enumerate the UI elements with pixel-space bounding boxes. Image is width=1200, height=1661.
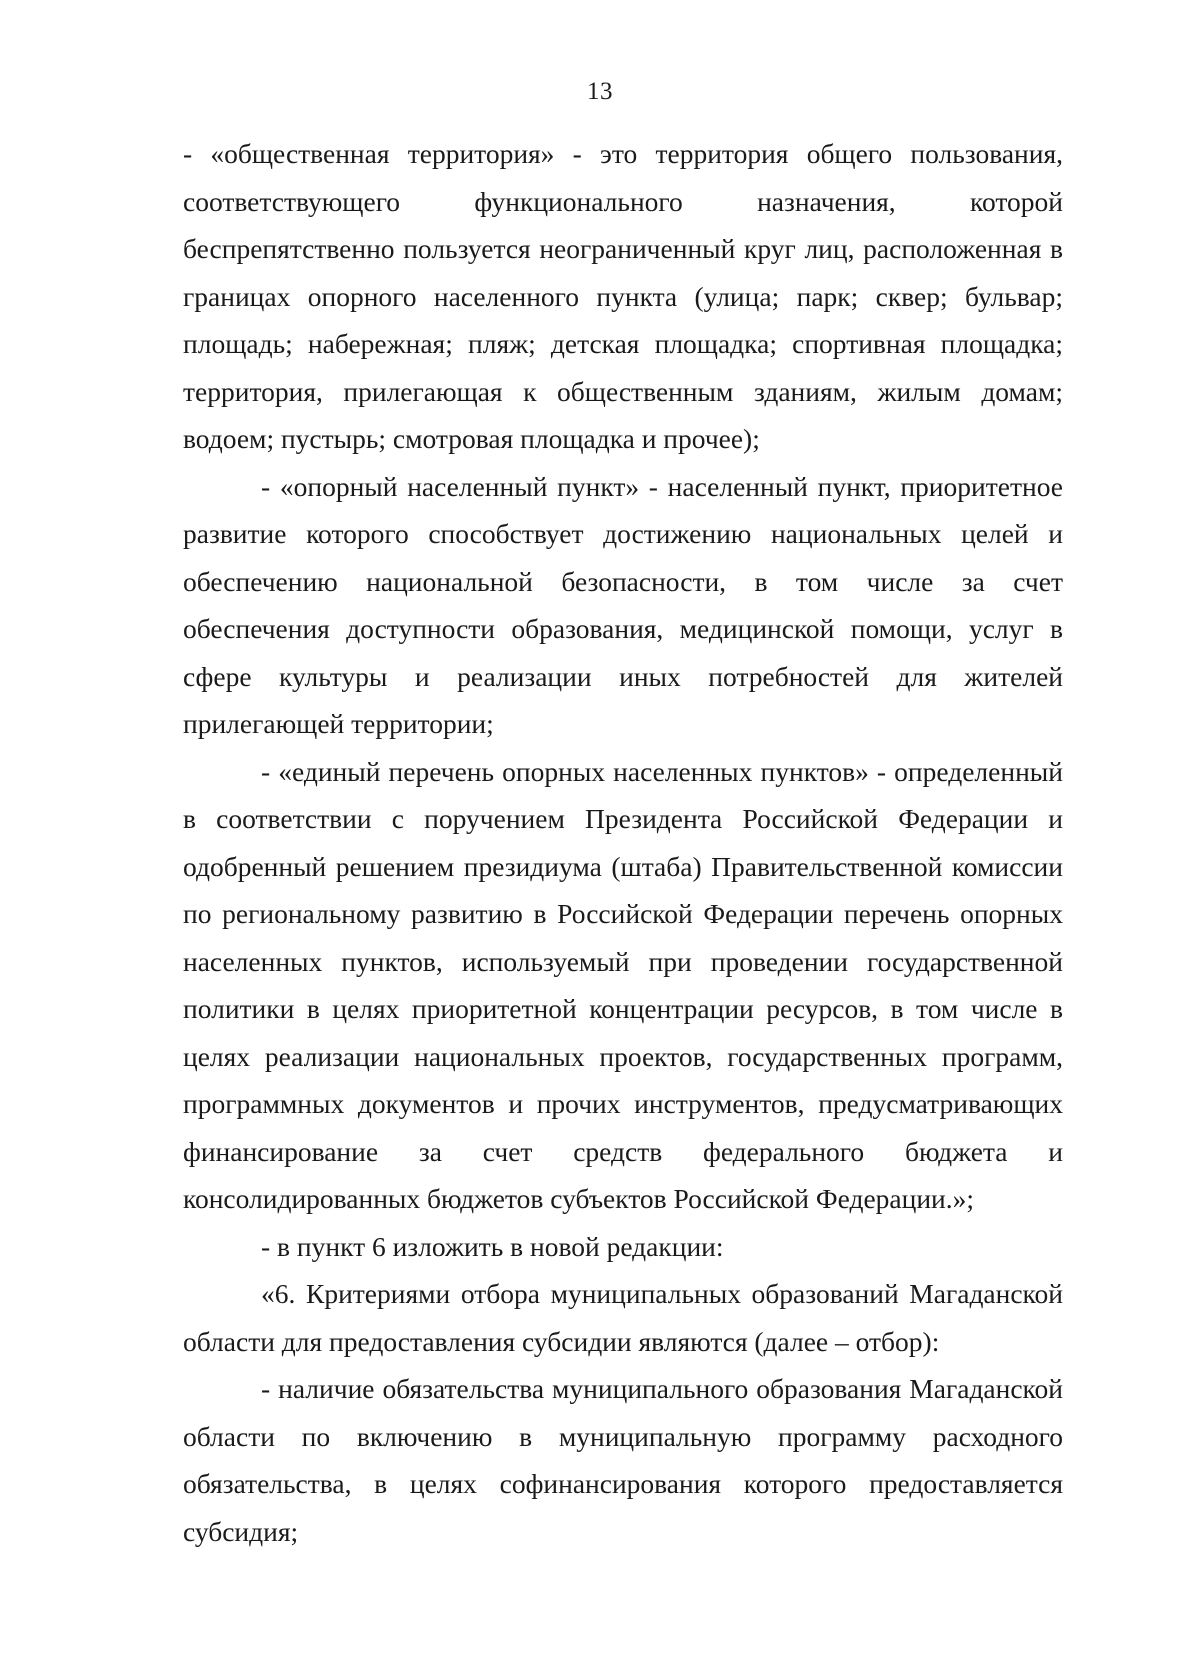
paragraph-point-6-intro: - в пункт 6 изложить в новой редакции: [261,1230,724,1262]
paragraph-obligation-criterion: - наличие обязательства муниципального образования Магаданской области по включению в муниципальную программу расходного обязательства, в целях софинансирования которого предоставляется субсидия; [183,1373,1063,1547]
page-number: 13 [587,78,613,105]
paragraph-selection-criteria: «6. Критериями отбора муниципальных образований Магаданской области для предоставления субсидии являются (далее – отбор): [183,1278,1063,1357]
document-body [183,130,1063,1555]
paragraph-unified-list: - «единый перечень опорных населенных пунктов» - определенный в соответствии с поручением Президента Российской Федерации и одобренный решением президиума (штаба) Правительственной комиссии по региональному развитию в Российской Федерации перечень опорных населенных пунктов, используемый при проведении государственной политики в целях приоритетной концентрации ресурсов, в том числе в целях реализации национальных проектов, государственных программ, программных документов и прочих инструментов, предусматривающих финансирование за счет средств федерального бюджета и консолидированных бюджетов субъектов Российской Федерации.»; [183,755,1063,1214]
paragraph-public-territory: - «общественная территория» - это территория общего пользования, соответствующего функционального назначения, которой беспрепятственно пользуется неограниченный круг лиц, расположенная в границах опорного населенного пункта (улица; парк; сквер; бульвар; площадь; набережная; пляж; детская площадка; спортивная площадка; территория, прилегающая к общественным зданиям, жилым домам; водоем; пустырь; смотровая площадка и прочее); [183,138,1063,454]
paragraph-support-settlement: - «опорный населенный пункт» - населенный пункт, приоритетное развитие которого способствует достижению национальных целей и обеспечению национальной безопасности, в том числе за счет обеспечения доступности образования, медицинской помощи, услуг в сфере культуры и реализации иных потребностей для жителей прилегающей территории; [183,470,1063,739]
